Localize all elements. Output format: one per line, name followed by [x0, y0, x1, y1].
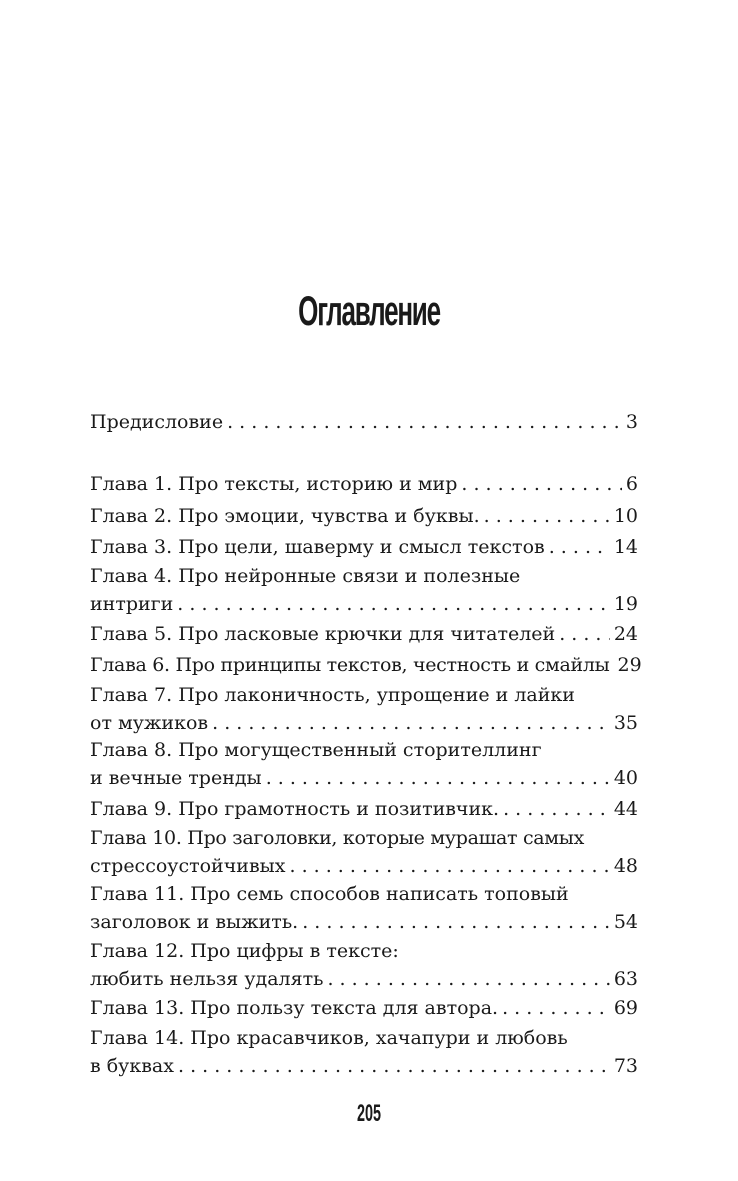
dot-leader [178, 1052, 610, 1080]
toc-entry-page: 29 [617, 654, 642, 676]
toc-entry-chapter-10[interactable] [90, 824, 638, 880]
toc-entry-chapter-8[interactable] [90, 736, 638, 792]
dot-leader [549, 533, 610, 561]
toc-entry-first-line: Глава 11. Про семь способов написать топовый [90, 883, 569, 905]
toc-entry-page: 48 [613, 855, 638, 877]
dot-leader [177, 590, 610, 618]
toc-entry-label: стрессоустойчивых [90, 855, 286, 877]
page-title: Оглавление [298, 287, 440, 334]
toc-entry-label: Глава 3. Про цели, шаверму и смысл текстов [90, 536, 545, 558]
toc-entry-label: Глава 2. Про эмоции, чувства и буквы. [90, 505, 480, 527]
dot-leader [302, 908, 610, 936]
toc-entry-chapter-1[interactable] [90, 470, 638, 498]
toc-entry-label: от мужиков [90, 712, 209, 734]
dot-leader [289, 852, 609, 880]
toc-entry-label: заголовок и выжить. [90, 911, 299, 933]
toc-entry-label: Глава 9. Про грамотность и позитивчик. [90, 798, 500, 820]
toc-entry-chapter-3[interactable] [90, 533, 638, 561]
toc-entry-label: интриги [90, 593, 174, 615]
toc-entry-label: Предисловие [90, 411, 224, 433]
toc-entry-label: Глава 5. Про ласковые крючки для читателей [90, 623, 556, 645]
toc-entry-chapter-6[interactable] [90, 651, 642, 679]
toc-entry-page: 73 [613, 1055, 638, 1077]
toc-entry-label: Глава 6. Про принципы текстов, честность и смайлы [90, 654, 610, 676]
toc-entry-label: и вечные тренды [90, 767, 262, 789]
toc-entry-first-line: Глава 14. Про красавчиков, хачапури и любовь [90, 1027, 568, 1049]
toc-entry-page: 54 [613, 911, 638, 933]
toc-entry-page: 14 [613, 536, 638, 558]
toc-entry-page: 19 [613, 593, 638, 615]
toc-entry-label: Глава 13. Про пользу текста для автора. [90, 997, 499, 1019]
toc-entry-page: 10 [613, 505, 638, 527]
toc-entry-chapter-5[interactable] [90, 620, 638, 648]
toc-entry-chapter-7[interactable] [90, 681, 638, 737]
toc-entry-first-line: Глава 8. Про могущественный сторителлинг [90, 739, 542, 761]
toc-entry-chapter-9[interactable] [90, 795, 638, 823]
toc-entry-page: 63 [613, 968, 638, 990]
toc-entry-label: Глава 1. Про тексты, историю и мир [90, 473, 458, 495]
toc-entry-page: 69 [613, 997, 638, 1019]
toc-entry-chapter-4[interactable] [90, 562, 638, 618]
dot-leader [461, 470, 622, 498]
toc-entry-preface[interactable] [90, 408, 638, 436]
dot-leader [327, 965, 609, 993]
dot-leader [503, 795, 610, 823]
dot-leader [212, 709, 610, 737]
dot-leader [502, 994, 610, 1022]
toc-entry-first-line: Глава 10. Про заголовки, которые мурашат самых [90, 827, 585, 849]
toc-entry-page: 40 [613, 767, 638, 789]
toc-entry-chapter-12[interactable] [90, 937, 638, 993]
dot-leader [559, 620, 610, 648]
toc-entry-page: 3 [625, 411, 638, 433]
toc-entry-chapter-13[interactable] [90, 994, 638, 1022]
toc-entry-first-line: Глава 4. Про нейронные связи и полезные [90, 565, 521, 587]
dot-leader [266, 764, 610, 792]
toc-entry-page: 6 [625, 473, 638, 495]
dot-leader [227, 408, 622, 436]
toc-entry-page: 35 [613, 712, 638, 734]
page-number: 205 [356, 1100, 382, 1127]
toc-entry-chapter-2[interactable] [90, 502, 638, 530]
toc-entry-first-line: Глава 7. Про лаконичность, упрощение и лайки [90, 684, 575, 706]
toc-entry-label: в буквах [90, 1055, 174, 1077]
toc-entry-chapter-11[interactable] [90, 880, 638, 936]
toc-entry-first-line: Глава 12. Про цифры в тексте: [90, 940, 399, 962]
toc-entry-chapter-14[interactable] [90, 1024, 638, 1080]
toc-entry-label: любить нельзя удалять [90, 968, 324, 990]
toc-entry-page: 24 [613, 623, 638, 645]
dot-leader [484, 502, 610, 530]
toc-entry-page: 44 [613, 798, 638, 820]
